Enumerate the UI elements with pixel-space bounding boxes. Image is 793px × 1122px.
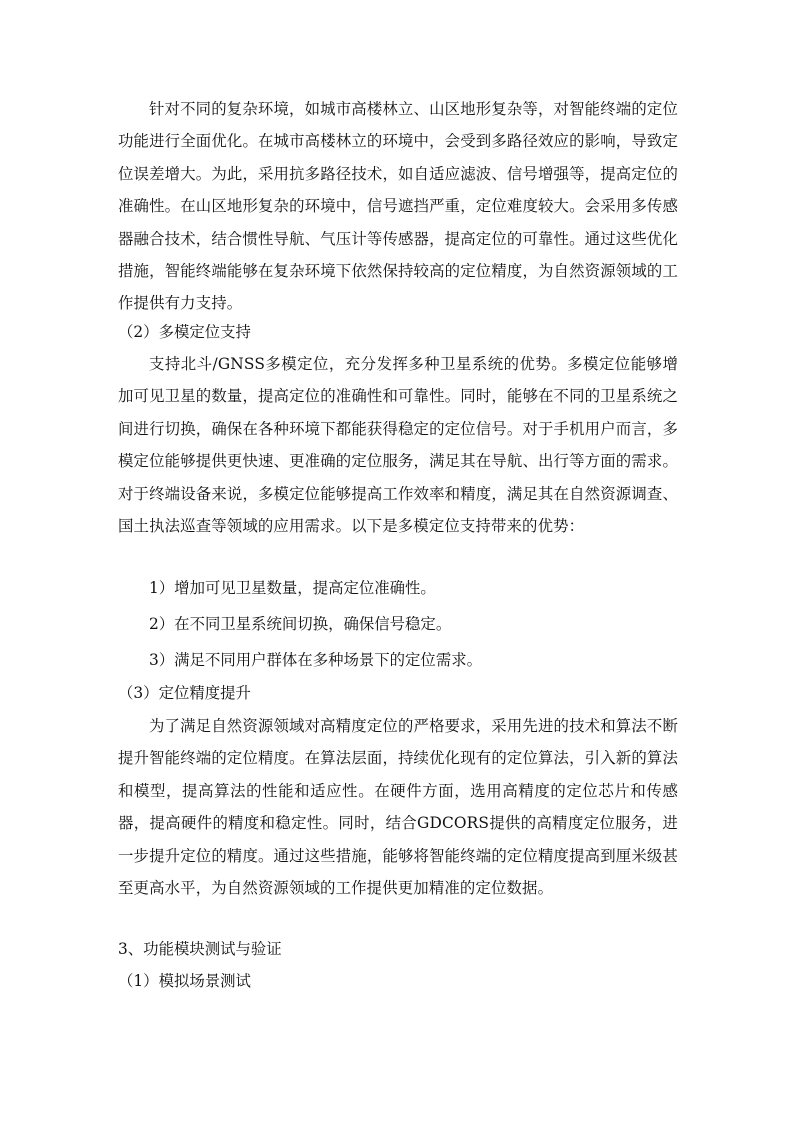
subheading-accuracy-improvement: （3）定位精度提升	[118, 684, 251, 702]
list-item-2: 2）在不同卫星系统间切换，确保信号稳定。	[149, 615, 452, 633]
subheading-multimode-positioning: （2）多模定位支持	[118, 323, 251, 341]
paragraph-multimode: 支持北斗/GNSS多模定位，充分发挥多种卫星系统的优势。多模定位能够增加可见卫星的数量，提高定位的准确性和可靠性。同时，能够在不同的卫星系统之间进行切换，确保在各种环境下都能获得稳定的定位信号。对于手机用户而言，多模定位能够提供更快速、更准确的定位服务，满足其在导航、出行等方面的需求。对于终端设备来说，多模定位能够提高工作效率和精度，满足其在自然资源调查、国土执法巡查等领域的应用需求。以下是多模定位支持带来的优势：	[118, 355, 678, 536]
paragraph-accuracy: 为了满足自然资源领域对高精度定位的严格要求，采用先进的技术和算法不断提升智能终端的定位精度。在算法层面，持续优化现有的定位算法，引入新的算法和模型，提高算法的性能和适应性。在硬件方面，选用高精度的定位芯片和传感器，提高硬件的精度和稳定性。同时，结合GDCORS提供的高精度定位服务，进一步提升定位的精度。通过这些措施，能够将智能终端的定位精度提高到厘米级甚至更高水平，为自然资源领域的工作提供更加精准的定位数据。	[118, 717, 678, 898]
subheading-simulation-test: （1）模拟场景测试	[118, 972, 251, 990]
section-heading-testing: 3、功能模块测试与验证	[118, 940, 282, 958]
paragraph-complex-environment: 针对不同的复杂环境，如城市高楼林立、山区地形复杂等，对智能终端的定位功能进行全面优化。在城市高楼林立的环境中，会受到多路径效应的影响，导致定位误差增大。为此，采用抗多路径技术，如自适应滤波、信号增强等，提高定位的准确性。在山区地形复杂的环境中，信号遮挡严重，定位难度较大。会采用多传感器融合技术，结合惯性导航、气压计等传感器，提高定位的可靠性。通过这些优化措施，智能终端能够在复杂环境下依然保持较高的定位精度，为自然资源领域的工作提供有力支持。	[118, 100, 678, 313]
list-item-1: 1）增加可见卫星数量，提高定位准确性。	[149, 579, 436, 597]
list-item-3: 3）满足不同用户群体在多种场景下的定位需求。	[149, 651, 482, 669]
